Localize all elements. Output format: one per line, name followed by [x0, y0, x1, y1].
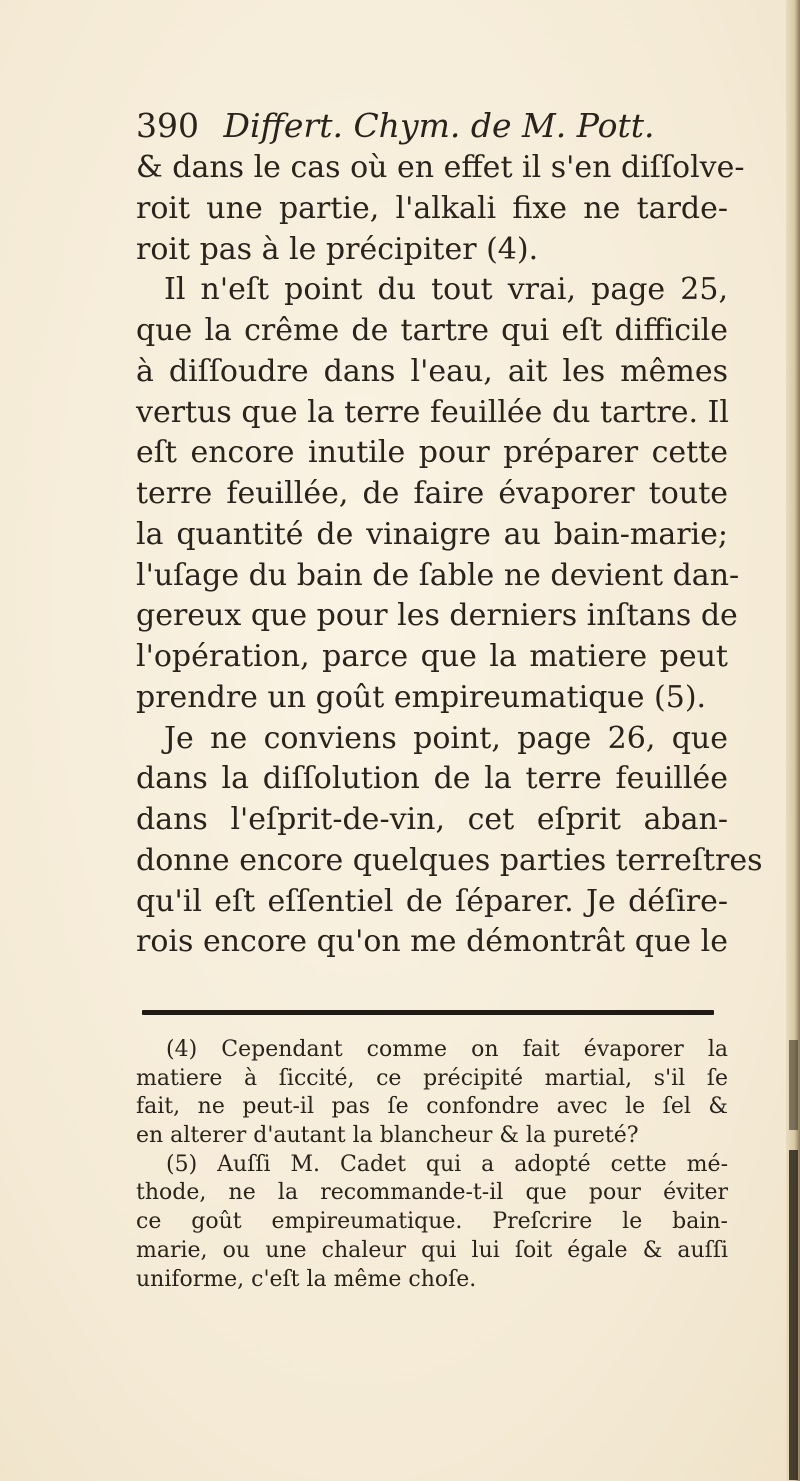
text-line: terre feuillée, de faire évaporer toute [136, 476, 728, 511]
text-line: roit pas à le précipiter (4). [136, 231, 539, 267]
text-line: l'uſage du bain de ſable ne devient dan- [136, 557, 740, 593]
page-edge-shadow [789, 1150, 798, 1480]
text-line: dans l'eſprit-de-vin, cet eſprit aban- [136, 802, 728, 837]
text-line: donne encore quelques parties terreſtres [136, 842, 763, 878]
text-line: qu'il eſt eſſentiel de ſéparer. Je déſire- [136, 883, 728, 919]
footnote-line: (5) Auſſi M. Cadet qui a adopté cette mé- [166, 1151, 728, 1177]
footnote-line: marie, ou une chaleur qui lui ſoit égale & auſſi [136, 1237, 728, 1263]
running-head [136, 106, 726, 145]
text-line: la quantité de vinaigre au bain-marie; [136, 516, 728, 552]
text-line: eſt encore inutile pour préparer cette [136, 435, 728, 471]
footnote-line: uniforme, c'eſt la même choſe. [136, 1266, 477, 1292]
text-line: & dans le cas où en effet il s'en diſſolve- [136, 150, 745, 185]
text-line: Je ne conviens point, page 26, que [164, 720, 728, 756]
text-line: que la crême de tartre qui eſt difficile [136, 313, 728, 348]
text-line: l'opération, parce que la matiere peut [136, 639, 728, 674]
text-line: à diſſoudre dans l'eau, ait les mêmes [136, 353, 728, 389]
footnote-line: (4) Cependant comme on fait évaporer la [166, 1037, 728, 1062]
footnote-line: ce goût empireumatique. Preſcrire le bain- [136, 1209, 728, 1235]
footnote-divider [142, 1010, 714, 1015]
text-line: roit une partie, l'alkali fixe ne tarde- [136, 190, 728, 226]
footnotes [136, 1036, 728, 1294]
text-line: prendre un goût empireumatique (5). [136, 679, 707, 715]
footnote-line: fait, ne peut-il pas ſe confondre avec le ſel & [136, 1094, 728, 1120]
text-line: rois encore qu'on me démontrât que le [136, 924, 728, 960]
body-text [136, 148, 763, 963]
page-number: 390 [136, 106, 199, 145]
page-edge-shadow [789, 1040, 798, 1130]
text-line: vertus que la terre feuillée du tartre. Il [136, 394, 729, 430]
footnote-line: thode, ne la recommande-t-il que pour éviter [136, 1180, 728, 1206]
running-title: Differt. Chym. de M. Pott. [223, 106, 655, 145]
text-line: gereux que pour les derniers inſtans de [136, 598, 738, 634]
footnote-line: matiere à ſiccité, ce précipité martial, s'il ſe [136, 1065, 728, 1091]
footnote-line: en alterer d'autant la blancheur & la pureté? [136, 1123, 639, 1149]
text-line: dans la diſſolution de la terre feuillée [136, 761, 728, 797]
text-line: Il n'eſt point du tout vrai, page 25, [164, 272, 728, 308]
